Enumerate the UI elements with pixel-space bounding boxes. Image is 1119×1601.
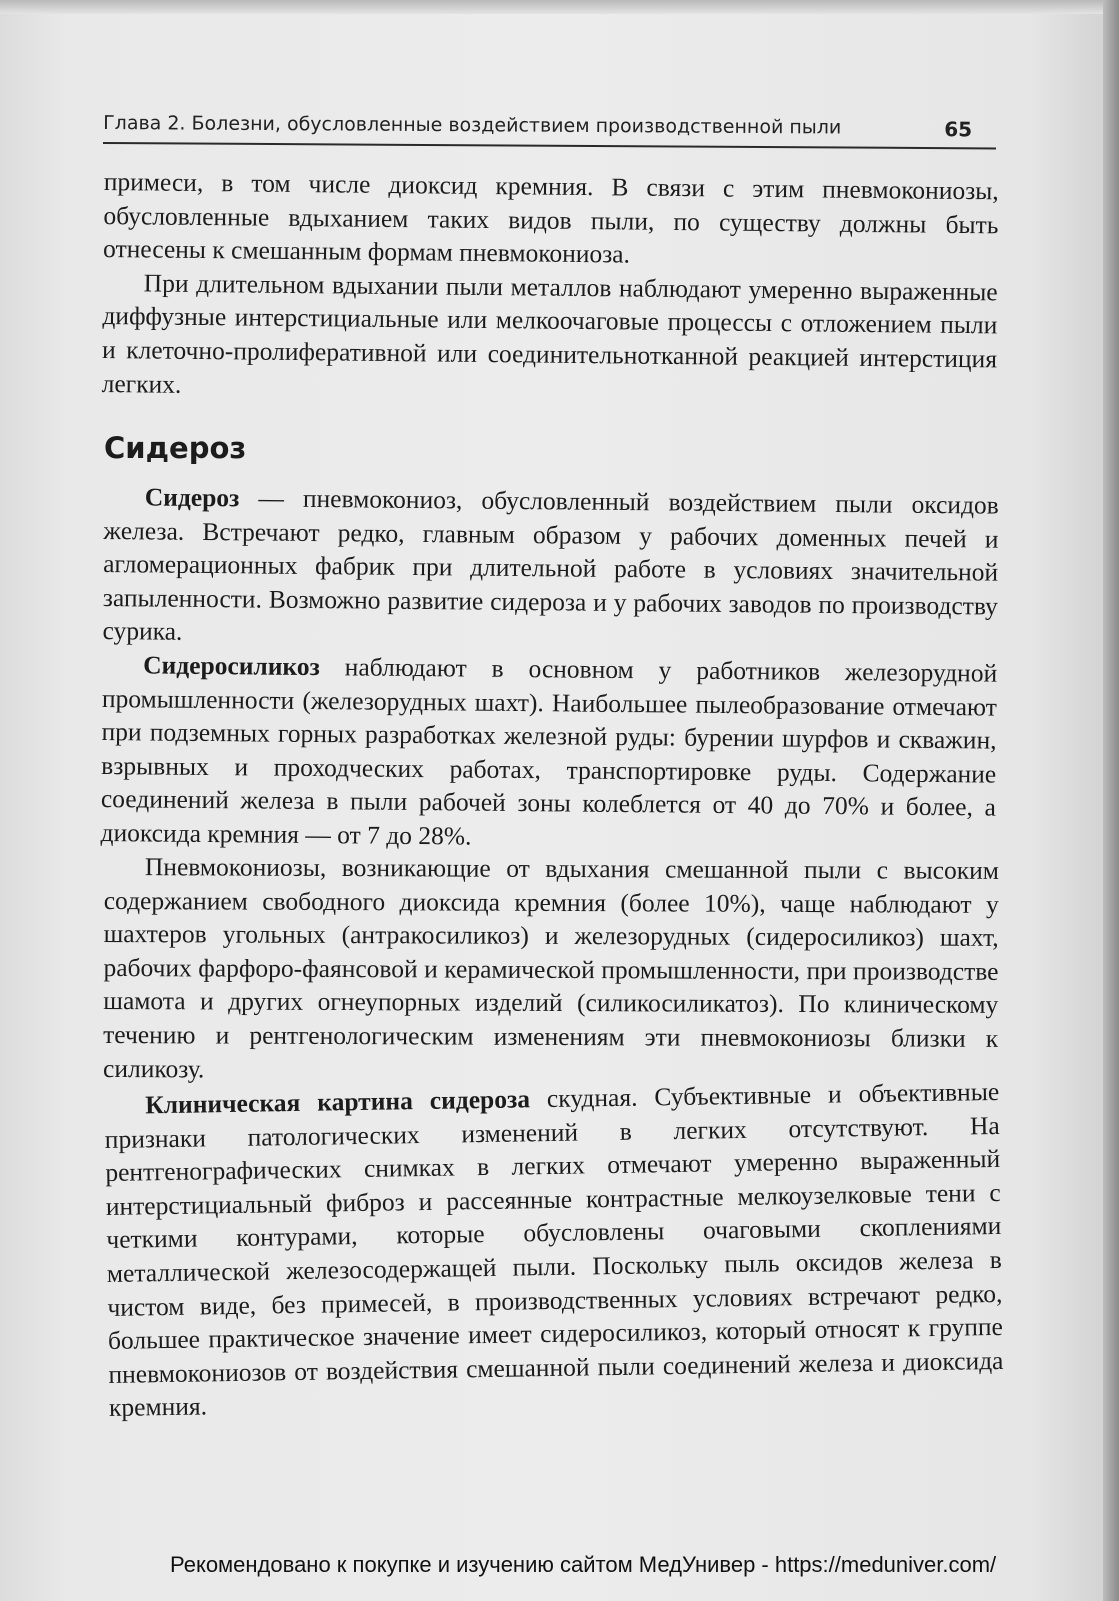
siderosis-block <box>100 480 999 858</box>
paragraph-2: При длительном вдыхании пыли металлов наблюдают умеренно выраженные диффузные интерстициальные или мелкоочаговые процессы с отложением пыли и клеточно-пролиферативной или соединительнотканной реакцией интерстиция легких. <box>101 268 998 399</box>
section-heading: Сидероз <box>104 431 247 466</box>
term-siderosilicosis: Сидеросиликоз <box>143 650 320 682</box>
chapter-title: Глава 2. Болезни, обусловленные воздействием производственной пыли <box>103 112 842 139</box>
siderosis-text: — пневмокониоз, обусловленный воздействием пыли оксидов железа. Встречают редко, главным образом у рабочих доменных печей и агломерационных фабрик при длительной работе в условиях значительной запыленности. Возможно развитие сидероза и у рабочих заводов по производству сурика. <box>102 483 999 647</box>
paragraph-mixed-dust: Пневмокониозы, возникающие от вдыхания смешанной пыли с высоким содержанием свободного диоксида кремния (более 10%), чаще наблюдают у шахтеров угольных (антракосиликоз) и железорудных (сидеросиликоз) шахт, рабочих фарфоро-фаянсовой и керамической промышленности, при производстве шамота и других огнеупорных изделий (силикосиликатоз). По клиническому течению и рентгенологическим изменениям эти пневмокониозы близки к силикозу. <box>102 851 999 1083</box>
intro-block <box>102 165 999 410</box>
mixed-dust-block <box>103 850 999 1089</box>
scan-right-edge <box>1103 0 1119 1601</box>
scan-top-edge <box>0 0 1119 14</box>
clinical-text: скудная. Субъективные и объективные признаки патологических изменений в легких отсутствуют. На рентгенографических снимках в легких отмечают умеренно выраженный интерстициальный фиброз и рассеянные контрастные мелкоузелковые тени с четкими контурами, которые обусловлены очаговыми скоплениями металлической железосодержащей пыли. Поскольку пыль оксидов железа в чистом виде, без примесей, в производственных условиях встречают редко, большее практическое значение имеет сидеросиликоз, который относят к группе пневмокониозов от воздействия смешанной пыли соединений железа и диоксида кремния. <box>104 1076 1004 1423</box>
siderosilicosis-text: наблюдают в основном у работников железорудной промышленности (железорудных шахт). Наибольшее пылеобразование отмечают при подземных горных разработках железной руды: бурении шурфов и скважин, взрывных и проходческих работах, транспортировке руды. Содержание соединений железа в пыли рабочей зоны колеблется от 40 до 70% и более, а диоксида кремния — от 7 до 28%. <box>100 652 998 851</box>
page-number: 65 <box>944 117 973 142</box>
paragraph-siderosilicosis <box>100 648 997 858</box>
page-body <box>100 165 1004 1425</box>
paragraph-1: примеси, в том числе диоксид кремния. В связи с этим пневмокониозы, обусловленные вдыханием таких видов пыли, по существу должны быть отнесены к смешанным формам пневмокониоза. <box>102 166 999 269</box>
paragraph-clinical <box>104 1075 1004 1425</box>
term-siderosis: Сидероз <box>144 482 240 513</box>
paragraph-siderosis <box>102 480 999 657</box>
clinical-block <box>104 1075 1004 1425</box>
watermark-footer: Рекомендовано к покупке и изучению сайтом МедУнивер - https://meduniver.com/ <box>170 1552 997 1577</box>
term-clinical-picture: Клиническая картина сидероза <box>145 1084 531 1120</box>
running-header <box>103 102 996 149</box>
